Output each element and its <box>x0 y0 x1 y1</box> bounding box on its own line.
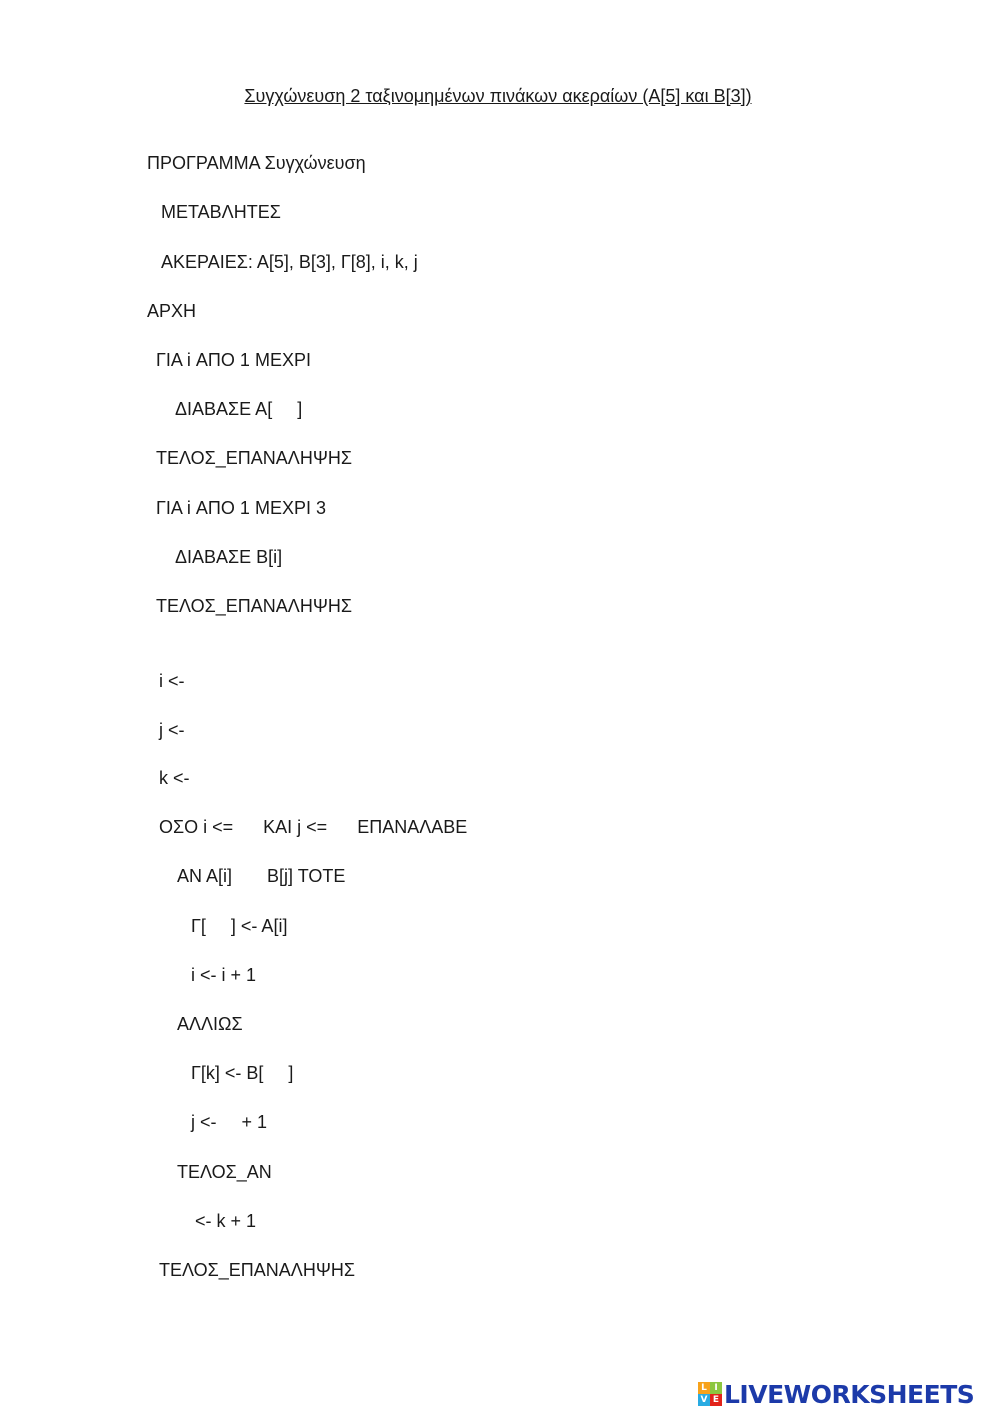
code-line: ΜΕΤΑΒΛΗΤΕΣ <box>161 202 281 222</box>
logo-mark-l: L <box>698 1382 710 1394</box>
code-line: ΟΣΟ i <= ΚΑΙ j <= ΕΠΑΝΑΛΑΒΕ <box>159 817 468 837</box>
code-line: ΤΕΛΟΣ_ΕΠΑΝΑΛΗΨΗΣ <box>156 596 352 616</box>
logo-mark-v: V <box>698 1394 710 1406</box>
logo-mark-i: I <box>710 1382 722 1394</box>
code-line: k <- <box>159 768 190 788</box>
code-line: i <- i + 1 <box>191 965 257 985</box>
code-line: ΓΙΑ i ΑΠΟ 1 ΜΕΧΡΙ <box>156 350 311 370</box>
code-line: ΤΕΛΟΣ_ΕΠΑΝΑΛΗΨΗΣ <box>159 1260 355 1280</box>
logo-text: LIVEWORKSHEETS <box>724 1379 975 1409</box>
code-line: ΑΚΕΡΑΙΕΣ: Α[5], Β[3], Γ[8], i, k, j <box>161 252 418 272</box>
code-line: ΤΕΛΟΣ_ΑΝ <box>177 1162 272 1182</box>
code-line: ΑΛΛΙΩΣ <box>177 1014 243 1034</box>
code-line: i <- <box>159 671 185 691</box>
code-line: ΑΝ Α[i] Β[j] ΤΟΤΕ <box>177 866 346 886</box>
code-line: ΤΕΛΟΣ_ΕΠΑΝΑΛΗΨΗΣ <box>156 448 352 468</box>
code-line: ΓΙΑ i ΑΠΟ 1 ΜΕΧΡΙ 3 <box>156 498 326 518</box>
liveworksheets-logo <box>698 1377 974 1411</box>
code-line: <- k + 1 <box>195 1211 257 1231</box>
code-line: Γ[k] <- Β[ ] <box>191 1063 294 1083</box>
code-line: Γ[ ] <- Α[i] <box>191 916 288 936</box>
code-line: ΔΙΑΒΑΣΕ Β[i] <box>175 547 283 567</box>
code-line: j <- + 1 <box>191 1112 268 1132</box>
code-line: ΔΙΑΒΑΣΕ Α[ ] <box>175 399 303 419</box>
code-line: ΠΡΟΓΡΑΜΜΑ Συγχώνευση <box>147 153 366 173</box>
code-line: j <- <box>159 720 185 740</box>
code-line: ΑΡΧΗ <box>147 301 197 321</box>
logo-mark-icon <box>698 1382 722 1406</box>
logo-mark-e: E <box>710 1394 722 1406</box>
document-title: Συγχώνευση 2 ταξινομημένων πινάκων ακεραίων (Α[5] και Β[3]) <box>244 86 752 106</box>
